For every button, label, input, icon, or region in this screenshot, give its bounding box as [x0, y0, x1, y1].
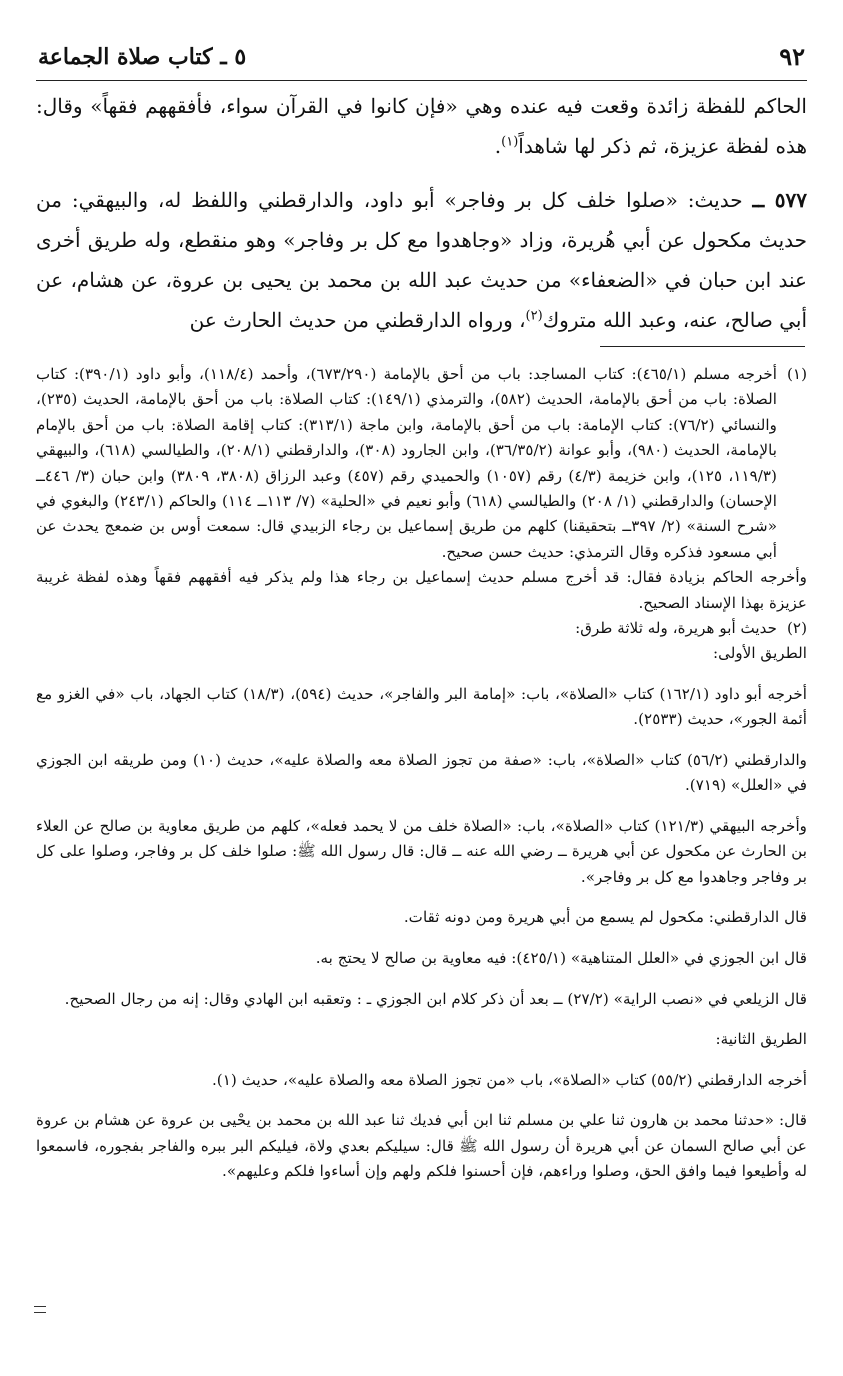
path-1-item: وأخرجه البيهقي (١٢١/٣) كتاب «الصلاة»، باب: «الصلاة خلف من لا يحمد فعله»، كلهم من طريق معاوية بن صالح عن العلاء بن الحارث عن مكحول عن أبي هريرة ــ رضي الله عنه ــ قال: قال رسول الله ﷺ: صلوا خلف كل بر وفاجر، وصلوا على كل بر وفاجر وجاهدوا مع كل بر وفاجر».	[36, 817, 807, 886]
footnote-ref-2[interactable]: (٢)	[525, 308, 543, 324]
path-1-item: قال ابن الجوزي في «العلل المتناهية» (٤٢٥/١): فيه معاوية بن صالح لا يحتج به.	[315, 949, 807, 968]
footnote-1-extra: وأخرجه الحاكم بزيادة فقال: قد أخرج مسلم حديث إسماعيل بن رجاء هذا ولم يذكر فيه أفقههم فقهاً وهذه لفظة غريبة عزيزة بهذا الإسناد الصحيح.	[36, 568, 807, 612]
path-1-item: قال الزيلعي في «نصب الراية» (٢٧/٢) ــ بعد أن ذكر كلام ابن الجوزي ـ : وتعقبه ابن الهادي وقال: إنه من رجال الصحيح.	[64, 989, 807, 1008]
main-text	[36, 86, 807, 340]
paragraph-1-end: .	[494, 134, 502, 158]
path-1-label: الطريق الأولى:	[712, 644, 807, 663]
paragraph-1-text: الحاكم للفظة زائدة وقعت فيه عنده وهي «فإن كانوا في القرآن سواء، فأفقههم فقهاً» وقال: هذه لفظة عزيزة، ثم ذكر لها شاهداً	[36, 94, 807, 158]
footnote-2-mark: (٢)	[786, 619, 807, 638]
path-1-item: أخرجه أبو داود (١٦٢/١) كتاب «الصلاة»، باب: «إمامة البر والفاجر»، حديث (٥٩٤)، (١٨/٣) كتاب الجهاد، باب «في الغزو مع أئمة الجور»، حديث (٢٥٣٣).	[36, 685, 807, 729]
footnote-1-mark: (١)	[786, 365, 807, 383]
path-2-item: قال: «حدثنا محمد بن هارون ثنا علي بن مسلم ثنا ابن أبي فديك ثنا عبد الله بن محمد بن يحْيى بن عروة عن هشام بن عروة عن أبي صالح السمان عن أبي هريرة أن رسول الله ﷺ قال: سيليكم بعدي ولاة، فيليكم البر ببره والفاجر بفجوره، فاسمعوا له وأطيعوا فيما وافق الحق، وصلوا وراءهم، فإن أحسنوا فلكم ولهم وإن أساءوا فلكم وعليهم».	[36, 1111, 807, 1181]
path-1-item: والدارقطني (٥٦/٢) كتاب «الصلاة»، باب: «صفة من تجوز الصلاة معه والصلاة عليه»، حديث (١٠) ومن طريقه ابن الجوزي في «العلل» (٧١٩).	[36, 751, 808, 795]
hadith-577-paragraph	[36, 180, 807, 340]
hadith-number: ٥٧٧ ــ	[752, 188, 808, 212]
footnote-2	[36, 616, 807, 641]
path-2-item: أخرجه الدارقطني (٥٥/٢) كتاب «الصلاة»، باب «من تجوز الصلاة معه والصلاة عليه»، حديث (١).	[211, 1070, 807, 1089]
footnote-ref-1[interactable]: (١)	[501, 134, 519, 150]
footnote-1	[36, 362, 807, 565]
paragraph-continuation	[36, 86, 807, 166]
hadith-text-part-b: ، ورواه الدارقطني من حديث الحارث عن	[189, 308, 526, 332]
hadith-text-part-a: حديث: «صلوا خلف كل بر وفاجر» أبو داود، والدارقطني واللفظ له، والبيهقي: من حديث مكحول عن أبي هُريرة، وزاد «وجاهدوا مع كل بر وفاجر» وهو منقطع، وله طريق أخرى عند ابن حبان في «الضعفاء» من حديث عبد الله بن محمد بن يحيى بن عروة، عن هشام، عن أبي صالح، عنه، وعبد الله متروك	[36, 188, 807, 332]
footnotes	[36, 362, 807, 1200]
margin-mark	[34, 1306, 46, 1313]
chapter-title: ٥ ـ كتاب صلاة الجماعة	[38, 44, 247, 70]
footnote-2-intro: حديث أبو هريرة، وله ثلاثة طرق:	[575, 619, 777, 638]
footnote-separator	[600, 346, 805, 347]
path-1-item: قال الدارقطني: مكحول لم يسمع من أبي هريرة ومن دونه ثقات.	[403, 908, 807, 927]
page-number: ٩٢	[779, 42, 805, 71]
footnote-1-text: أخرجه مسلم (٤٦٥/١): كتاب المساجد: باب من أحق بالإمامة (٦٧٣/٢٩٠)، وأحمد (١١٨/٤)، وأبو داود (٣٩٠/١): كتاب الصلاة: باب من أحق بالإمامة، الحديث (٥٨٢)، والترمذي (١٤٩/١): كتاب الصلاة: باب من أحق بالإمامة، الحديث (٢٣٥)، والنسائي (٧٦/٢): كتاب الإمامة: باب من أحق بالإمامة، وابن ماجة (٣١٣/١): كتاب إقامة الصلاة: باب من أحق بالإمام بالإمامة، الحديث (٩٨٠)، وأبو عوانة (٣٦/٣٥/٢)، وابن الجارود (٣٠٨)، والدارقطني (٢٠٨/١)، والطيالسي (٦١٨)، والبيهقي (١١٩/٣، ١٢٥)، وابن خزيمة (٤/٣) رقم (١٠٥٧) والحميدي رقم (٤٥٧) وعبد الرزاق (٣٨٠٨، ٣٨٠٩) وابن حبان (٣/ ٤٤٦ــ الإحسان) والدارقطني (١/ ٢٠٨) والطيالسي (٦١٨) وأبو نعيم في «الحلية» (٧/ ١١٣ــ ١١٤) والحاكم (٢٤٣/١) والبغوي في «شرح السنة» (٢/ ٣٩٧ــ بتحقيقنا) كلهم من طريق إسماعيل بن رجاء الزبيدي قال: سمعت أوس بن ضمعج يحدث عن أبي مسعود فذكره وقال الترمذي: حديث حسن صحيح.	[36, 365, 778, 561]
path-2-label: الطريق الثانية:	[715, 1030, 807, 1049]
page-header	[36, 36, 807, 81]
